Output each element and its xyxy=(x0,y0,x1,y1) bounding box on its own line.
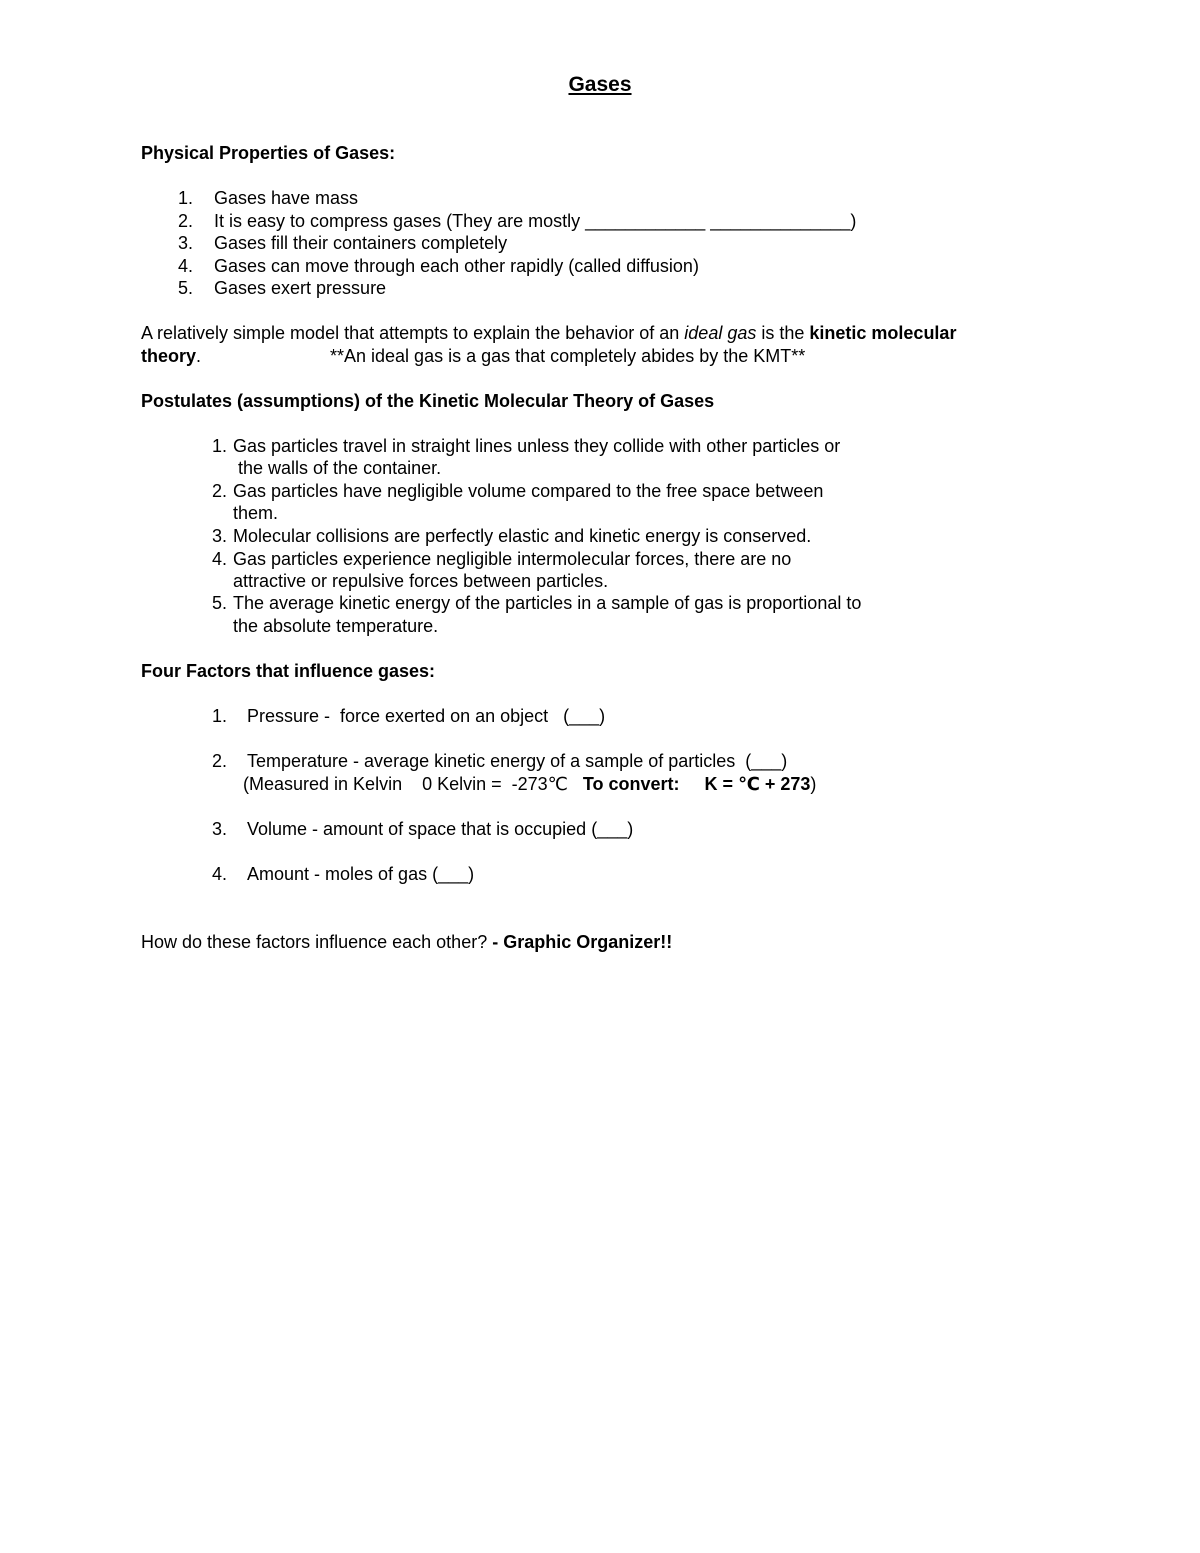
list-item: Gases have mass xyxy=(214,188,359,208)
list-item: Gas particles travel in straight lines unless they collide with other particles or xyxy=(233,436,841,456)
list-item-continued: the walls of the container. xyxy=(233,458,442,478)
list-number: 1. xyxy=(178,188,194,208)
list-item: Gases fill their containers completely xyxy=(214,233,508,253)
list-item: Amount - moles of gas (___) xyxy=(247,864,475,884)
four-factors-heading: Four Factors that influence gases: xyxy=(141,661,436,681)
intro-kmt-term: kinetic molecular xyxy=(809,323,957,343)
list-number: 1. xyxy=(212,706,228,726)
closing-question-text: How do these factors influence each other? xyxy=(141,932,493,952)
list-item: Gas particles experience negligible intermolecular forces, there are no xyxy=(233,549,792,569)
list-item: Volume - amount of space that is occupied (___) xyxy=(247,819,634,839)
intro-text: . xyxy=(196,346,202,366)
list-number: 2. xyxy=(212,751,228,771)
conversion-formula: To convert: K = ℃ + 273 xyxy=(582,774,811,794)
intro-theory-term: theory xyxy=(141,346,197,366)
list-number: 2. xyxy=(178,211,194,231)
graphic-organizer-label: - Graphic Organizer!! xyxy=(492,932,673,952)
list-item: Gas particles have negligible volume compared to the free space between xyxy=(233,481,824,501)
ideal-gas-note: **An ideal gas is a gas that completely abides by the KMT** xyxy=(330,346,806,366)
list-number: 3. xyxy=(178,233,194,253)
list-number: 5. xyxy=(178,278,194,298)
list-item-continued: the absolute temperature. xyxy=(233,616,439,636)
kelvin-note: (Measured in Kelvin 0 Kelvin = -273℃ xyxy=(243,774,583,794)
physical-properties-heading: Physical Properties of Gases: xyxy=(141,143,396,163)
intro-text: A relatively simple model that attempts to explain the behavior of an xyxy=(141,323,685,343)
list-number: 3. xyxy=(212,526,228,546)
list-number: 2. xyxy=(212,481,228,501)
list-item: Temperature - average kinetic energy of a sample of particles (___) xyxy=(247,751,788,771)
list-item: Gases exert pressure xyxy=(214,278,387,298)
list-number: 4. xyxy=(178,256,194,276)
list-item: Gases can move through each other rapidly (called diffusion) xyxy=(214,256,699,276)
list-item-continued: attractive or repulsive forces between particles. xyxy=(233,571,609,591)
closing-question xyxy=(141,931,672,953)
list-item: It is easy to compress gases (They are mostly ____________ ______________) xyxy=(214,211,857,231)
intro-text: is the xyxy=(756,323,810,343)
list-number: 4. xyxy=(212,864,228,884)
list-item-continued: them. xyxy=(233,503,279,523)
list-number: 4. xyxy=(212,549,228,569)
intro-line-1 xyxy=(141,322,956,344)
list-item: The average kinetic energy of the particles in a sample of gas is proportional to xyxy=(233,593,862,613)
temperature-note xyxy=(243,773,816,795)
list-item: Molecular collisions are perfectly elastic and kinetic energy is conserved. xyxy=(233,526,812,546)
kelvin-note-close: ) xyxy=(810,774,817,794)
list-number: 3. xyxy=(212,819,228,839)
intro-line-2 xyxy=(141,345,201,367)
list-item: Pressure - force exerted on an object (___) xyxy=(247,706,606,726)
document-title: Gases xyxy=(568,73,632,96)
list-number: 1. xyxy=(212,436,228,456)
intro-ideal-gas: ideal gas xyxy=(684,323,757,343)
list-number: 5. xyxy=(212,593,228,613)
postulates-heading: Postulates (assumptions) of the Kinetic Molecular Theory of Gases xyxy=(141,391,715,411)
